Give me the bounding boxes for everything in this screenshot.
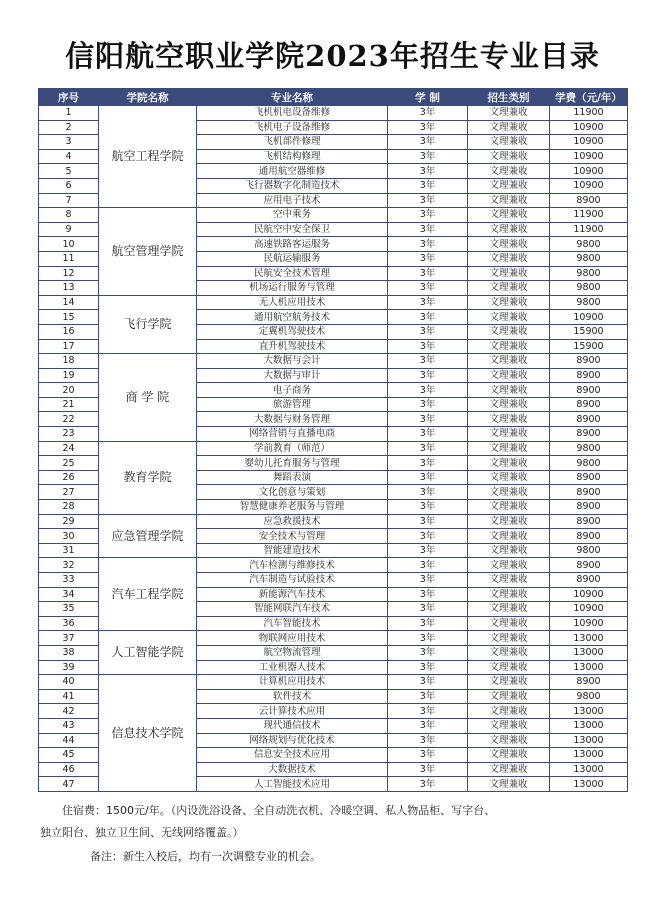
tuition: 9800 (550, 689, 628, 704)
duration: 3年 (388, 616, 468, 631)
row-index: 21 (39, 397, 99, 412)
major-name: 学前教育（师范） (197, 441, 388, 456)
row-index: 29 (39, 514, 99, 529)
enrollment-category: 文理兼收 (468, 529, 550, 544)
tuition: 8900 (550, 500, 628, 515)
header-major: 专业名称 (197, 89, 388, 106)
tuition: 8900 (550, 514, 628, 529)
college-name: 人工智能学院 (99, 631, 197, 675)
enrollment-category: 文理兼收 (468, 616, 550, 631)
tuition: 10900 (550, 120, 628, 135)
duration: 3年 (388, 383, 468, 398)
tuition: 8900 (550, 383, 628, 398)
enrollment-category: 文理兼收 (468, 456, 550, 471)
major-name: 大数据技术 (197, 762, 388, 777)
major-name: 工业机器人技术 (197, 660, 388, 675)
tuition: 8900 (550, 529, 628, 544)
major-name: 计算机应用技术 (197, 675, 388, 690)
header-duration: 学 制 (388, 89, 468, 106)
row-index: 3 (39, 135, 99, 150)
row-index: 19 (39, 368, 99, 383)
tuition: 8900 (550, 368, 628, 383)
duration: 3年 (388, 295, 468, 310)
row-index: 17 (39, 339, 99, 354)
row-index: 39 (39, 660, 99, 675)
tuition: 8900 (550, 427, 628, 442)
tuition: 11900 (550, 106, 628, 121)
row-index: 16 (39, 324, 99, 339)
duration: 3年 (388, 339, 468, 354)
major-name: 空中乘务 (197, 208, 388, 223)
enrollment-category: 文理兼收 (468, 514, 550, 529)
enrollment-category: 文理兼收 (468, 427, 550, 442)
college-name: 教育学院 (99, 441, 197, 514)
row-index: 10 (39, 237, 99, 252)
tuition: 8900 (550, 573, 628, 588)
tuition: 8900 (550, 675, 628, 690)
enrollment-category: 文理兼收 (468, 324, 550, 339)
major-name: 应急救援技术 (197, 514, 388, 529)
table-header-row (39, 89, 628, 106)
tuition: 9800 (550, 281, 628, 296)
tuition: 15900 (550, 339, 628, 354)
major-name: 民航运输服务 (197, 251, 388, 266)
major-name: 飞机部件修理 (197, 135, 388, 150)
major-name: 云计算技术应用 (197, 704, 388, 719)
enrollment-category: 文理兼收 (468, 208, 550, 223)
row-index: 24 (39, 441, 99, 456)
tuition: 13000 (550, 631, 628, 646)
tuition: 10900 (550, 164, 628, 179)
duration: 3年 (388, 120, 468, 135)
accommodation-note-line1: 住宿费：1500元/年。（内设洗浴设备、全自动洗衣机、冷暖空调、私人物品柜、写字台、 (62, 804, 496, 817)
duration: 3年 (388, 397, 468, 412)
college-name: 航空工程学院 (99, 106, 197, 208)
table-row (39, 558, 628, 573)
duration: 3年 (388, 208, 468, 223)
row-index: 8 (39, 208, 99, 223)
header-tuition: 学费（元/年） (550, 89, 628, 106)
row-index: 20 (39, 383, 99, 398)
tuition: 10900 (550, 587, 628, 602)
enrollment-category: 文理兼收 (468, 689, 550, 704)
row-index: 12 (39, 266, 99, 281)
major-name: 信息安全技术应用 (197, 748, 388, 763)
enrollment-category: 文理兼收 (468, 573, 550, 588)
enrollment-category: 文理兼收 (468, 485, 550, 500)
enrollment-category: 文理兼收 (468, 733, 550, 748)
major-name: 软件技术 (197, 689, 388, 704)
duration: 3年 (388, 456, 468, 471)
row-index: 42 (39, 704, 99, 719)
major-name: 无人机应用技术 (197, 295, 388, 310)
table-row (39, 675, 628, 690)
tuition: 13000 (550, 777, 628, 792)
college-name: 应急管理学院 (99, 514, 197, 558)
tuition: 9800 (550, 441, 628, 456)
tuition: 9800 (550, 251, 628, 266)
row-index: 18 (39, 354, 99, 369)
row-index: 32 (39, 558, 99, 573)
duration: 3年 (388, 310, 468, 325)
enrollment-category: 文理兼收 (468, 383, 550, 398)
major-catalog-table (38, 88, 628, 792)
row-index: 11 (39, 251, 99, 266)
row-index: 9 (39, 222, 99, 237)
major-name: 定翼机驾驶技术 (197, 324, 388, 339)
enrollment-category: 文理兼收 (468, 660, 550, 675)
enrollment-category: 文理兼收 (468, 295, 550, 310)
major-name: 物联网应用技术 (197, 631, 388, 646)
row-index: 31 (39, 543, 99, 558)
row-index: 44 (39, 733, 99, 748)
duration: 3年 (388, 354, 468, 369)
enrollment-category: 文理兼收 (468, 602, 550, 617)
duration: 3年 (388, 222, 468, 237)
tuition: 9800 (550, 266, 628, 281)
tuition: 8900 (550, 470, 628, 485)
enrollment-category: 文理兼收 (468, 281, 550, 296)
enrollment-category: 文理兼收 (468, 193, 550, 208)
tuition: 8900 (550, 412, 628, 427)
duration: 3年 (388, 237, 468, 252)
major-name: 大数据与会计 (197, 354, 388, 369)
enrollment-category: 文理兼收 (468, 222, 550, 237)
major-name: 汽车制造与试验技术 (197, 573, 388, 588)
row-index: 14 (39, 295, 99, 310)
row-index: 4 (39, 149, 99, 164)
enrollment-category: 文理兼收 (468, 164, 550, 179)
duration: 3年 (388, 251, 468, 266)
duration: 3年 (388, 514, 468, 529)
major-name: 飞机机电设备维修 (197, 106, 388, 121)
enrollment-category: 文理兼收 (468, 106, 550, 121)
row-index: 41 (39, 689, 99, 704)
enrollment-category: 文理兼收 (468, 470, 550, 485)
enrollment-category: 文理兼收 (468, 704, 550, 719)
tuition: 8900 (550, 354, 628, 369)
major-name: 大数据与财务管理 (197, 412, 388, 427)
row-index: 28 (39, 500, 99, 515)
tuition: 10900 (550, 602, 628, 617)
duration: 3年 (388, 266, 468, 281)
enrollment-category: 文理兼收 (468, 675, 550, 690)
row-index: 43 (39, 718, 99, 733)
duration: 3年 (388, 412, 468, 427)
accommodation-note-line2: 独立阳台、独立卫生间、无线网络覆盖。） (40, 826, 244, 839)
major-name: 网络规划与优化技术 (197, 733, 388, 748)
tuition: 13000 (550, 660, 628, 675)
duration: 3年 (388, 762, 468, 777)
row-index: 26 (39, 470, 99, 485)
enrollment-category: 文理兼收 (468, 412, 550, 427)
duration: 3年 (388, 602, 468, 617)
enrollment-category: 文理兼收 (468, 718, 550, 733)
duration: 3年 (388, 135, 468, 150)
row-index: 5 (39, 164, 99, 179)
table-row (39, 208, 628, 223)
major-name: 飞行器数字化制造技术 (197, 178, 388, 193)
duration: 3年 (388, 558, 468, 573)
row-index: 37 (39, 631, 99, 646)
major-name: 大数据与审计 (197, 368, 388, 383)
tuition: 8900 (550, 485, 628, 500)
tuition: 13000 (550, 733, 628, 748)
duration: 3年 (388, 500, 468, 515)
tuition: 13000 (550, 704, 628, 719)
major-name: 飞机结构修理 (197, 149, 388, 164)
row-index: 25 (39, 456, 99, 471)
row-index: 35 (39, 602, 99, 617)
duration: 3年 (388, 748, 468, 763)
tuition: 11900 (550, 208, 628, 223)
tuition: 13000 (550, 748, 628, 763)
tuition: 13000 (550, 762, 628, 777)
row-index: 36 (39, 616, 99, 631)
enrollment-category: 文理兼收 (468, 237, 550, 252)
major-name: 人工智能技术应用 (197, 777, 388, 792)
table-row (39, 295, 628, 310)
enrollment-category: 文理兼收 (468, 149, 550, 164)
enrollment-category: 文理兼收 (468, 310, 550, 325)
duration: 3年 (388, 718, 468, 733)
duration: 3年 (388, 689, 468, 704)
major-name: 电子商务 (197, 383, 388, 398)
tuition: 11900 (550, 222, 628, 237)
row-index: 7 (39, 193, 99, 208)
major-name: 智能建造技术 (197, 543, 388, 558)
row-index: 13 (39, 281, 99, 296)
enrollment-category: 文理兼收 (468, 762, 550, 777)
duration: 3年 (388, 777, 468, 792)
college-name: 飞行学院 (99, 295, 197, 353)
duration: 3年 (388, 281, 468, 296)
row-index: 1 (39, 106, 99, 121)
duration: 3年 (388, 441, 468, 456)
duration: 3年 (388, 106, 468, 121)
enrollment-category: 文理兼收 (468, 354, 550, 369)
tuition: 10900 (550, 310, 628, 325)
tuition: 9800 (550, 456, 628, 471)
duration: 3年 (388, 529, 468, 544)
tuition: 9800 (550, 543, 628, 558)
major-name: 旅游管理 (197, 397, 388, 412)
major-name: 舞蹈表演 (197, 470, 388, 485)
enrollment-category: 文理兼收 (468, 777, 550, 792)
duration: 3年 (388, 631, 468, 646)
enrollment-category: 文理兼收 (468, 748, 550, 763)
duration: 3年 (388, 543, 468, 558)
major-name: 直升机驾驶技术 (197, 339, 388, 354)
enrollment-category: 文理兼收 (468, 120, 550, 135)
row-index: 33 (39, 573, 99, 588)
major-name: 通用航空器维修 (197, 164, 388, 179)
tuition: 9800 (550, 295, 628, 310)
table-row (39, 354, 628, 369)
enrollment-category: 文理兼收 (468, 500, 550, 515)
tuition: 10900 (550, 616, 628, 631)
tuition: 8900 (550, 193, 628, 208)
duration: 3年 (388, 149, 468, 164)
row-index: 40 (39, 675, 99, 690)
tuition: 8900 (550, 397, 628, 412)
enrollment-category: 文理兼收 (468, 587, 550, 602)
header-index: 序号 (39, 89, 99, 106)
enrollment-category: 文理兼收 (468, 266, 550, 281)
duration: 3年 (388, 485, 468, 500)
duration: 3年 (388, 675, 468, 690)
major-name: 通用航空航务技术 (197, 310, 388, 325)
major-name: 文化创意与策划 (197, 485, 388, 500)
tuition: 8900 (550, 558, 628, 573)
row-index: 23 (39, 427, 99, 442)
table-row (39, 514, 628, 529)
college-name: 航空管理学院 (99, 208, 197, 296)
college-name: 商 学 院 (99, 354, 197, 442)
tuition: 10900 (550, 135, 628, 150)
duration: 3年 (388, 660, 468, 675)
enrollment-category: 文理兼收 (468, 543, 550, 558)
major-name: 民航安全技术管理 (197, 266, 388, 281)
row-index: 45 (39, 748, 99, 763)
major-name: 汽车检测与维修技术 (197, 558, 388, 573)
major-name: 网络营销与直播电商 (197, 427, 388, 442)
enrollment-category: 文理兼收 (468, 368, 550, 383)
major-name: 高速铁路客运服务 (197, 237, 388, 252)
major-name: 应用电子技术 (197, 193, 388, 208)
duration: 3年 (388, 178, 468, 193)
major-name: 智能网联汽车技术 (197, 602, 388, 617)
duration: 3年 (388, 368, 468, 383)
row-index: 38 (39, 645, 99, 660)
college-name: 汽车工程学院 (99, 558, 197, 631)
row-index: 2 (39, 120, 99, 135)
duration: 3年 (388, 645, 468, 660)
major-name: 智慧健康养老服务与管理 (197, 500, 388, 515)
duration: 3年 (388, 704, 468, 719)
row-index: 34 (39, 587, 99, 602)
row-index: 22 (39, 412, 99, 427)
enrollment-category: 文理兼收 (468, 135, 550, 150)
duration: 3年 (388, 733, 468, 748)
tuition: 10900 (550, 178, 628, 193)
duration: 3年 (388, 470, 468, 485)
duration: 3年 (388, 587, 468, 602)
enrollment-category: 文理兼收 (468, 178, 550, 193)
major-name: 新能源汽车技术 (197, 587, 388, 602)
row-index: 6 (39, 178, 99, 193)
row-index: 30 (39, 529, 99, 544)
college-name: 信息技术学院 (99, 675, 197, 792)
row-index: 47 (39, 777, 99, 792)
enrollment-category: 文理兼收 (468, 339, 550, 354)
major-name: 汽车智能技术 (197, 616, 388, 631)
enrollment-category: 文理兼收 (468, 558, 550, 573)
major-name: 航空物流管理 (197, 645, 388, 660)
enrollment-category: 文理兼收 (468, 645, 550, 660)
header-category: 招生类别 (468, 89, 550, 106)
header-college: 学院名称 (99, 89, 197, 106)
tuition: 13000 (550, 718, 628, 733)
row-index: 46 (39, 762, 99, 777)
duration: 3年 (388, 164, 468, 179)
enrollment-category: 文理兼收 (468, 441, 550, 456)
remark-note: 备注：新生入校后，均有一次调整专业的机会。 (90, 850, 321, 863)
major-name: 现代通信技术 (197, 718, 388, 733)
duration: 3年 (388, 427, 468, 442)
table-row (39, 106, 628, 121)
table-row (39, 441, 628, 456)
duration: 3年 (388, 573, 468, 588)
row-index: 15 (39, 310, 99, 325)
enrollment-category: 文理兼收 (468, 251, 550, 266)
major-name: 飞机电子设备维修 (197, 120, 388, 135)
enrollment-category: 文理兼收 (468, 397, 550, 412)
major-name: 安全技术与管理 (197, 529, 388, 544)
major-name: 民航空中安全保卫 (197, 222, 388, 237)
table-row (39, 631, 628, 646)
tuition: 9800 (550, 237, 628, 252)
duration: 3年 (388, 193, 468, 208)
row-index: 27 (39, 485, 99, 500)
major-name: 婴幼儿托育服务与管理 (197, 456, 388, 471)
enrollment-category: 文理兼收 (468, 631, 550, 646)
major-name: 机场运行服务与管理 (197, 281, 388, 296)
tuition: 15900 (550, 324, 628, 339)
tuition: 10900 (550, 149, 628, 164)
duration: 3年 (388, 324, 468, 339)
page-title: 信阳航空职业学院2023年招生专业目录 (65, 39, 600, 73)
tuition: 13000 (550, 645, 628, 660)
